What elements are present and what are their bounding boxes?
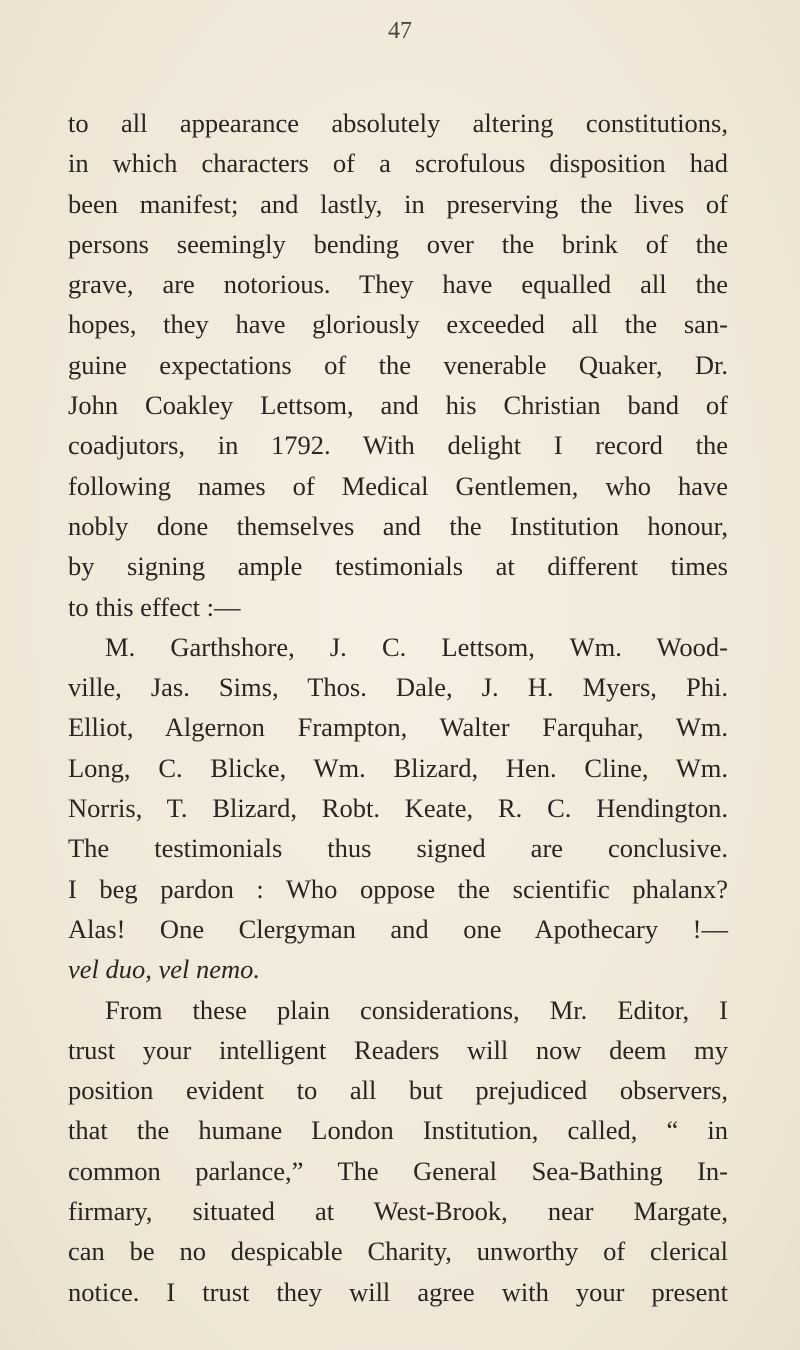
- text-line: firmary, situated at West-Brook, near Margate,: [68, 1196, 728, 1227]
- text-line: to this effect :—: [68, 591, 241, 622]
- body-text: [68, 103, 728, 1312]
- text-line: The testimonials thus signed are conclusive.: [68, 833, 728, 864]
- text-line: ville, Jas. Sims, Thos. Dale, J. H. Myers, Phi.: [68, 672, 728, 703]
- text-line: by signing ample testimonials at different times: [68, 551, 728, 582]
- text-line: persons seemingly bending over the brink of the: [68, 228, 728, 259]
- text-line: Elliot, Algernon Frampton, Walter Farquhar, Wm.: [68, 712, 728, 743]
- text-line: Norris, T. Blizard, Robt. Keate, R. C. Hendington.: [68, 793, 728, 824]
- text-line: John Coakley Lettsom, and his Christian band of: [68, 390, 728, 421]
- text-line: position evident to all but prejudiced observers,: [68, 1075, 728, 1106]
- text-line: I beg pardon : Who oppose the scientific phalanx?: [68, 873, 728, 904]
- text-line: coadjutors, in 1792. With delight I record the: [68, 430, 728, 461]
- text-line: grave, are notorious. They have equalled all the: [68, 269, 728, 300]
- text-line: guine expectations of the venerable Quaker, Dr.: [68, 349, 728, 380]
- text-line: nobly done themselves and the Institution honour,: [68, 510, 728, 541]
- text-line: notice. I trust they will agree with your present: [68, 1276, 728, 1307]
- text-line: hopes, they have gloriously exceeded all the san-: [68, 309, 728, 340]
- text-line: M. Garthshore, J. C. Lettsom, Wm. Wood-: [105, 631, 728, 662]
- text-line: to all appearance absolutely altering constitutions,: [68, 108, 728, 138]
- text-line: been manifest; and lastly, in preserving the lives of: [68, 188, 728, 219]
- text-line: Long, C. Blicke, Wm. Blizard, Hen. Cline, Wm.: [68, 752, 728, 783]
- text-line: trust your intelligent Readers will now deem my: [68, 1034, 728, 1065]
- text-line: common parlance,” The General Sea-Bathing In-: [68, 1155, 728, 1186]
- text-line: in which characters of a scrofulous disposition had: [68, 148, 728, 179]
- text-line: Alas! One Clergyman and one Apothecary !—: [68, 913, 728, 944]
- text-line: vel duo, vel nemo.: [68, 954, 261, 985]
- text-line: following names of Medical Gentlemen, who have: [68, 470, 728, 501]
- text-line: can be no despicable Charity, unworthy of clerical: [68, 1236, 728, 1267]
- text-line: that the humane London Institution, called, “ in: [68, 1115, 728, 1146]
- page-number: 47: [388, 18, 412, 44]
- text-line: From these plain considerations, Mr. Editor, I: [105, 994, 728, 1025]
